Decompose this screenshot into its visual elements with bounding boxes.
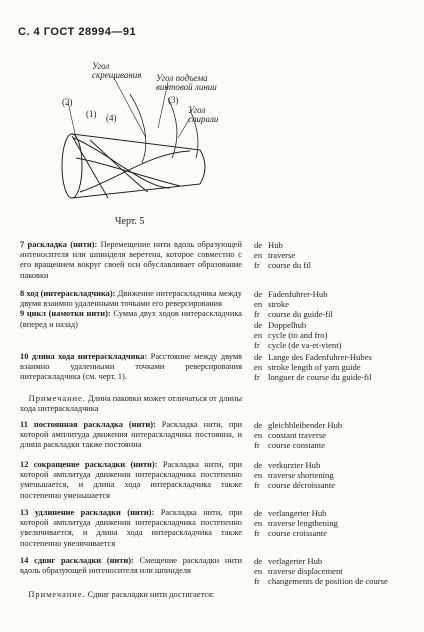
term-title: раскладка (нити): (27, 240, 98, 249)
term-7 (20, 240, 242, 281)
translations-13: de verlangerter Hub en traverse lengthening fr course croissante (254, 508, 338, 539)
term-8-9: 8 ход (интераскладчика): Движение нитераскладчика между двумя взаимно удаленными точками его реверсирования 9 цикл (намотки нити): Сумма двух ходов нитераскладчика (вперед и назад) (20, 289, 243, 329)
label-n3: (3) (168, 95, 179, 105)
label-spiral-angle: Угол спирали (188, 105, 219, 124)
label-n1: (1) (86, 109, 97, 119)
term-11: 11 постоянная раскладка (нити): Раскладка нити, при которой амплитуда движения нитераскладчика постоянна, и длина раскладки также постоянна (20, 420, 242, 450)
figure-caption: Черт. 5 (115, 216, 145, 227)
translations-7: de Hub en traverse fr course du fil (254, 240, 311, 271)
translations-8-9: de Fadenfuhrer-Hub en stroke fr course du guide-fil de Doppelhub en cycle (to and fro) fr cycle (de va-et-vient) (254, 289, 342, 351)
term-definition: Перемещение нити вдоль образующей интеносителя или шпинделя веретена, которое совместно с его вращением вокруг своей оси обуславливает образование паковки (20, 240, 242, 280)
translations-12: de verkurzter Hub en traverse shortening fr course décroissante (254, 460, 336, 491)
translations-10: de Lange des Fadenfuhrer-Hubes en stroke length of yarn guide fr longuer de course du guide-fil (254, 352, 372, 383)
term-14: 14 сдвиг раскладки (нити): Смещение раскладки нити вдоль образующей интеносителя или шпинделя (20, 556, 243, 576)
label-n4: (4) (106, 113, 117, 123)
translations-14: de verlagerter Hub en traverse displacement fr changements de position de course (254, 556, 388, 587)
term-10: 10 длина хода нитераскладчика: Расстояние между двумя взаимно удаленными точками реверсирования нитераскладчика (см. черт. 1). (20, 352, 243, 382)
bobbin-left-end (62, 134, 82, 198)
page-header: С. 4 ГОСТ 28994—91 (18, 26, 137, 38)
note-1: Примечание. Длина паковки может отличаться от длины хода нитераскладчика (20, 394, 243, 414)
bobbin-right-end (200, 150, 205, 184)
translations-11: de gleichbleibender Hub en constant traverse fr course constante (254, 420, 343, 451)
label-crossing-angle: Угол скрещивания (92, 61, 142, 80)
label-n2: (2) (62, 97, 73, 107)
label-helix-rise-angle: Угол подъема винтовой линии (156, 73, 217, 92)
term-12: 12 сокращение раскладки (нити): Раскладка нити, при которой амплитуда движения нитераскладчика постепенно уменьшается, и длина хода интераскладчика также постепенно уменьшается (20, 460, 242, 500)
note-2: Примечание. Сдвиг раскладки нити достигается: (28, 590, 215, 599)
term-number: 7 (20, 240, 25, 249)
term-13: 13 удлинение раскладки (нити): Раскладка нити, при которой амплитуда движения нитераскладчика постепенно увеличивается, и длина хода интераскладчика также постепенно увеличивается (20, 508, 243, 548)
